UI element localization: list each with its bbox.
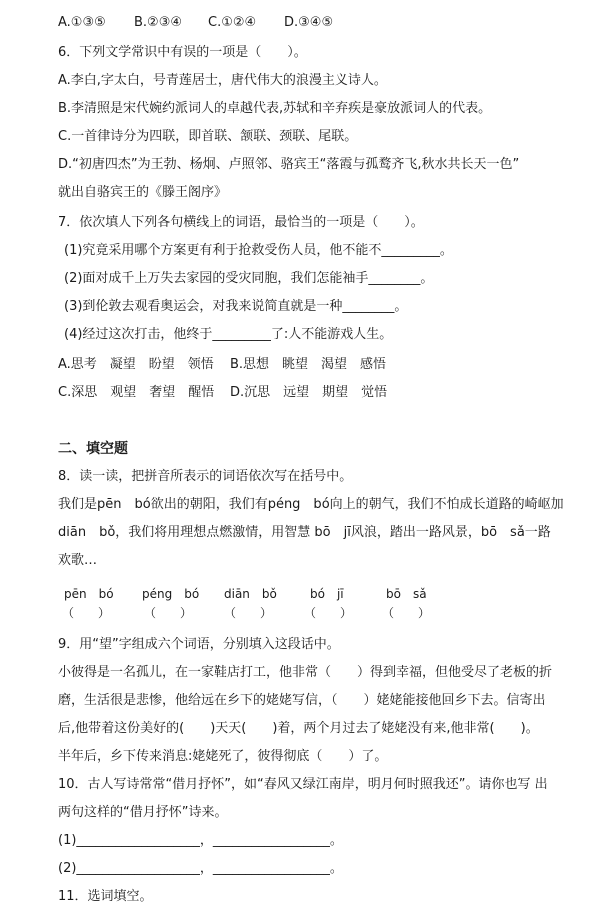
q6-option-d-line1: D.“初唐四杰”为王勃、杨炯、卢照邻、骆宾王“落霞与孤鹜齐飞,秋水共长天一色” bbox=[58, 157, 520, 172]
q5-option-b: B.②③④ bbox=[134, 15, 183, 30]
q5-option-a: A.①③⑤ bbox=[58, 15, 106, 30]
q9-passage-line3: 后,他带着这份美好的( )天天( )着，两个月过去了姥姥没有来,他非常( )。 bbox=[58, 721, 539, 736]
q6-option-c: C.一首律诗分为四联，即首联、颔联、颈联、尾联。 bbox=[58, 129, 358, 144]
q8-pinyin-4: bó jī bbox=[310, 587, 344, 601]
q7-sentence-1: (1)究竟采用哪个方案更有利于抢救受伤人员，他不能不_________。 bbox=[64, 243, 453, 258]
q8-answer-blank-3[interactable]: （ ） bbox=[224, 606, 273, 620]
q9-passage-line4: 半年后，乡下传来消息:姥姥死了，彼得彻底（ ）了。 bbox=[58, 749, 388, 764]
q8-pinyin-3: diān bǒ bbox=[224, 587, 277, 601]
q10-stem-line2: 两句这样的“借月抒怀”诗来。 bbox=[58, 805, 228, 820]
q5-option-c: C.①②④ bbox=[208, 15, 257, 30]
q8-pinyin-5: bō sǎ bbox=[386, 587, 427, 601]
q8-passage-line2: diān bǒ，我们将用理想点燃激情，用智慧 bō jī风浪，踏出一路风景，bō sǎ一路 bbox=[58, 525, 551, 540]
q7-sentence-3: (3)到伦敦去观看奥运会，对我来说简直就是一种________。 bbox=[64, 299, 408, 314]
q11-stem: 11．选词填空。 bbox=[58, 889, 153, 904]
q8-answer-blank-5[interactable]: （ ） bbox=[382, 606, 431, 620]
q6-option-b: B.李清照是宋代婉约派词人的卓越代表,苏轼和辛弃疾是豪放派词人的代表。 bbox=[58, 101, 492, 116]
q7-option-d: D.沉思 远望 期望 觉悟 bbox=[230, 385, 388, 400]
q7-stem: 7．依次填人下列各句横线上的词语，最恰当的一项是（ ）。 bbox=[58, 215, 424, 230]
q6-stem: 6．下列文学常识中有误的一项是（ ）。 bbox=[58, 45, 307, 60]
q7-option-b: B.思想 眺望 渴望 感悟 bbox=[230, 357, 387, 372]
q8-passage-line3: 欢歌… bbox=[58, 553, 98, 568]
q8-answer-blank-1[interactable]: （ ） bbox=[62, 606, 111, 620]
q5-option-d: D.③④⑤ bbox=[284, 15, 334, 30]
q10-stem-line1: 10．古人写诗常常“借月抒怀”，如“春风又绿江南岸，明月何时照我还”。请你也写 出 bbox=[58, 777, 548, 792]
q10-answer-line-1[interactable]: (1)___________________，__________________。 bbox=[58, 833, 343, 848]
q8-answer-blank-4[interactable]: （ ） bbox=[304, 606, 353, 620]
q9-passage-line2: 磨，生活很是悲惨，他给远在乡下的姥姥写信，（ ）姥姥能接他回乡下去。信寄出 bbox=[58, 693, 546, 708]
q8-pinyin-2: péng bó bbox=[142, 587, 200, 601]
q7-sentence-2: (2)面对成千上万失去家园的受灾同胞，我们怎能袖手________。 bbox=[64, 271, 434, 286]
q7-option-a: A.思考 凝望 盼望 领悟 bbox=[58, 357, 214, 372]
q8-pinyin-1: pēn bó bbox=[64, 587, 114, 601]
section-title: 二、填空题 bbox=[58, 441, 128, 457]
q7-option-c: C.深思 观望 奢望 醒悟 bbox=[58, 385, 215, 400]
q8-stem: 8．读一读，把拼音所表示的词语依次写在括号中。 bbox=[58, 469, 353, 484]
q7-sentence-4: (4)经过这次打击，他终于_________了:人不能游戏人生。 bbox=[64, 327, 393, 342]
q6-option-a: A.李白,字太白，号青莲居士，唐代伟大的浪漫主义诗人。 bbox=[58, 73, 387, 88]
q6-option-d-line2: 就出自骆宾王的《滕王阁序》 bbox=[58, 185, 228, 200]
q8-passage-line1: 我们是pēn bó欲出的朝阳，我们有péng bó向上的朝气，我们不怕成长道路的崎岖加 bbox=[58, 497, 564, 512]
q10-answer-line-2[interactable]: (2)___________________，__________________。 bbox=[58, 861, 343, 876]
q9-passage-line1: 小彼得是一名孤儿，在一家鞋店打工，他非常（ ）得到幸福，但他受尽了老板的折 bbox=[58, 665, 553, 680]
q8-answer-blank-2[interactable]: （ ） bbox=[144, 606, 193, 620]
q9-stem: 9．用“望”字组成六个词语，分别填入这段话中。 bbox=[58, 637, 340, 652]
